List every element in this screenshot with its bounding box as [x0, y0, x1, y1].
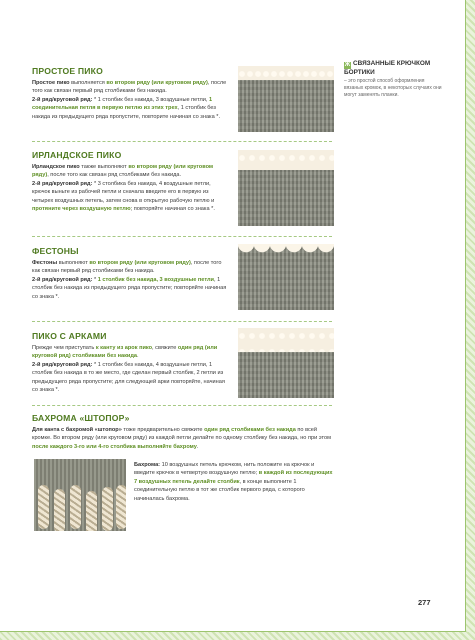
section-title: БАХРОМА «ШТОПОР» [32, 413, 130, 423]
section-title: ПИКО С АРКАМИ [32, 331, 107, 341]
swatch-irish-picot [238, 150, 334, 226]
section-divider [32, 236, 332, 237]
swatch-scallops [238, 244, 334, 310]
section-divider [32, 321, 332, 322]
page-number: 277 [418, 598, 431, 607]
section-text-row2: 2-й ряд/круговой ряд: * 3 столбика без накида, 4 воздушные петли, крючок выньте из рабочей петли и сначала введите его в первую из четырех воздушных петель, затем снова в открытую рабочую петлю и протяните через воздушную петлю; повторяйте начиная со знака *. [32, 180, 215, 213]
page-border-right [466, 0, 475, 640]
section-text-intro: Фестоны выполняют во втором ряду (или круговом ряду), после того как связан первый ряд столбиками без накида. [32, 260, 222, 275]
section-text-intro: Прежде чем приступать к канту из арок пико, свяжите один ряд (или круговой ряд) столбиками без накида. [32, 345, 218, 360]
note-marker-icon: Ж [344, 62, 351, 68]
sidebar-note [344, 60, 444, 99]
sidebar-note-text: – это простой способ оформления вязаных кромок, в некоторых случаях они могут заменять планки. [344, 78, 442, 98]
section-arched-picot [32, 331, 230, 394]
section-text-fringe: Бахрома: 10 воздушных петель крючком, нить положите на крючок и введите крючок в четвертую воздушную петлю; в каждой из последующих 7 воздушных петель делайте столбик, в конце выполните 1 соединительную петлю в тот же столбик первого ряда, с которого начиналась бахрома. [134, 462, 333, 502]
section-divider [32, 141, 332, 142]
section-scallops [32, 246, 230, 301]
section-text-intro: Простое пико выполняется во втором ряду (или круговом ряду), после того как связан первый ряд столбиками без накида. [32, 80, 227, 95]
page-border-bottom [0, 632, 475, 640]
section-text-row2: 2-й ряд/круговой ряд: * 1 столбик без накида, 4 воздушные петли, 1 столбик без накида в то же место, где сделан первый столбик, 2 петли из предыдущего ряда пропустите; для следующей арки повторяйте, начиная со знака *. [32, 361, 225, 394]
section-corkscrew-fringe [32, 413, 334, 451]
section-irish-picot [32, 150, 230, 213]
section-title: ПРОСТОЕ ПИКО [32, 66, 103, 76]
swatch-simple-picot [238, 66, 334, 132]
swatch-corkscrew-fringe [34, 459, 126, 531]
section-text-row2: 2-й ряд/круговой ряд: * 1 столбик без накида, 3 воздушные петли, 1 соединительная петля в первую петлю из этих трех, 1 столбик без накида из предыдущего ряда пропустите, повторите начиная со знака *. [32, 96, 221, 120]
section-simple-picot [32, 66, 230, 121]
section-title: ИРЛАНДСКОЕ ПИКО [32, 150, 122, 160]
section-text-row2: 2-й ряд/круговой ряд: * 1 столбик без накида, 3 воздушные петли, 1 столбик без накида из предыдущего ряда пропустите; повторяйте начиная со знака *. [32, 276, 227, 300]
sidebar-note-title: Ж СВЯЗАННЫЕ КРЮЧКОМ БОРТИКИ [344, 60, 431, 76]
section-divider [32, 405, 332, 406]
border-line-vertical [465, 0, 466, 632]
section-title: ФЕСТОНЫ [32, 246, 79, 256]
border-line-horizontal [0, 631, 466, 632]
fringe-instructions [134, 461, 334, 503]
section-text-intro: Ирландское пико также выполняют во втором ряду (или круговом ряду), после того как связан ряд столбиками без накида. [32, 164, 214, 179]
swatch-arched-picot [238, 328, 334, 398]
section-text-intro: Для канта с бахромой «штопор» тоже предварительно свяжите один ряд столбиками без накида по всей кромке. Во втором ряду (или круговом ряду) из каждой петли делайте по одному столбику без накида, но при этом после каждого 3-го или 4-го столбика выполняйте бахрому. [32, 427, 331, 450]
